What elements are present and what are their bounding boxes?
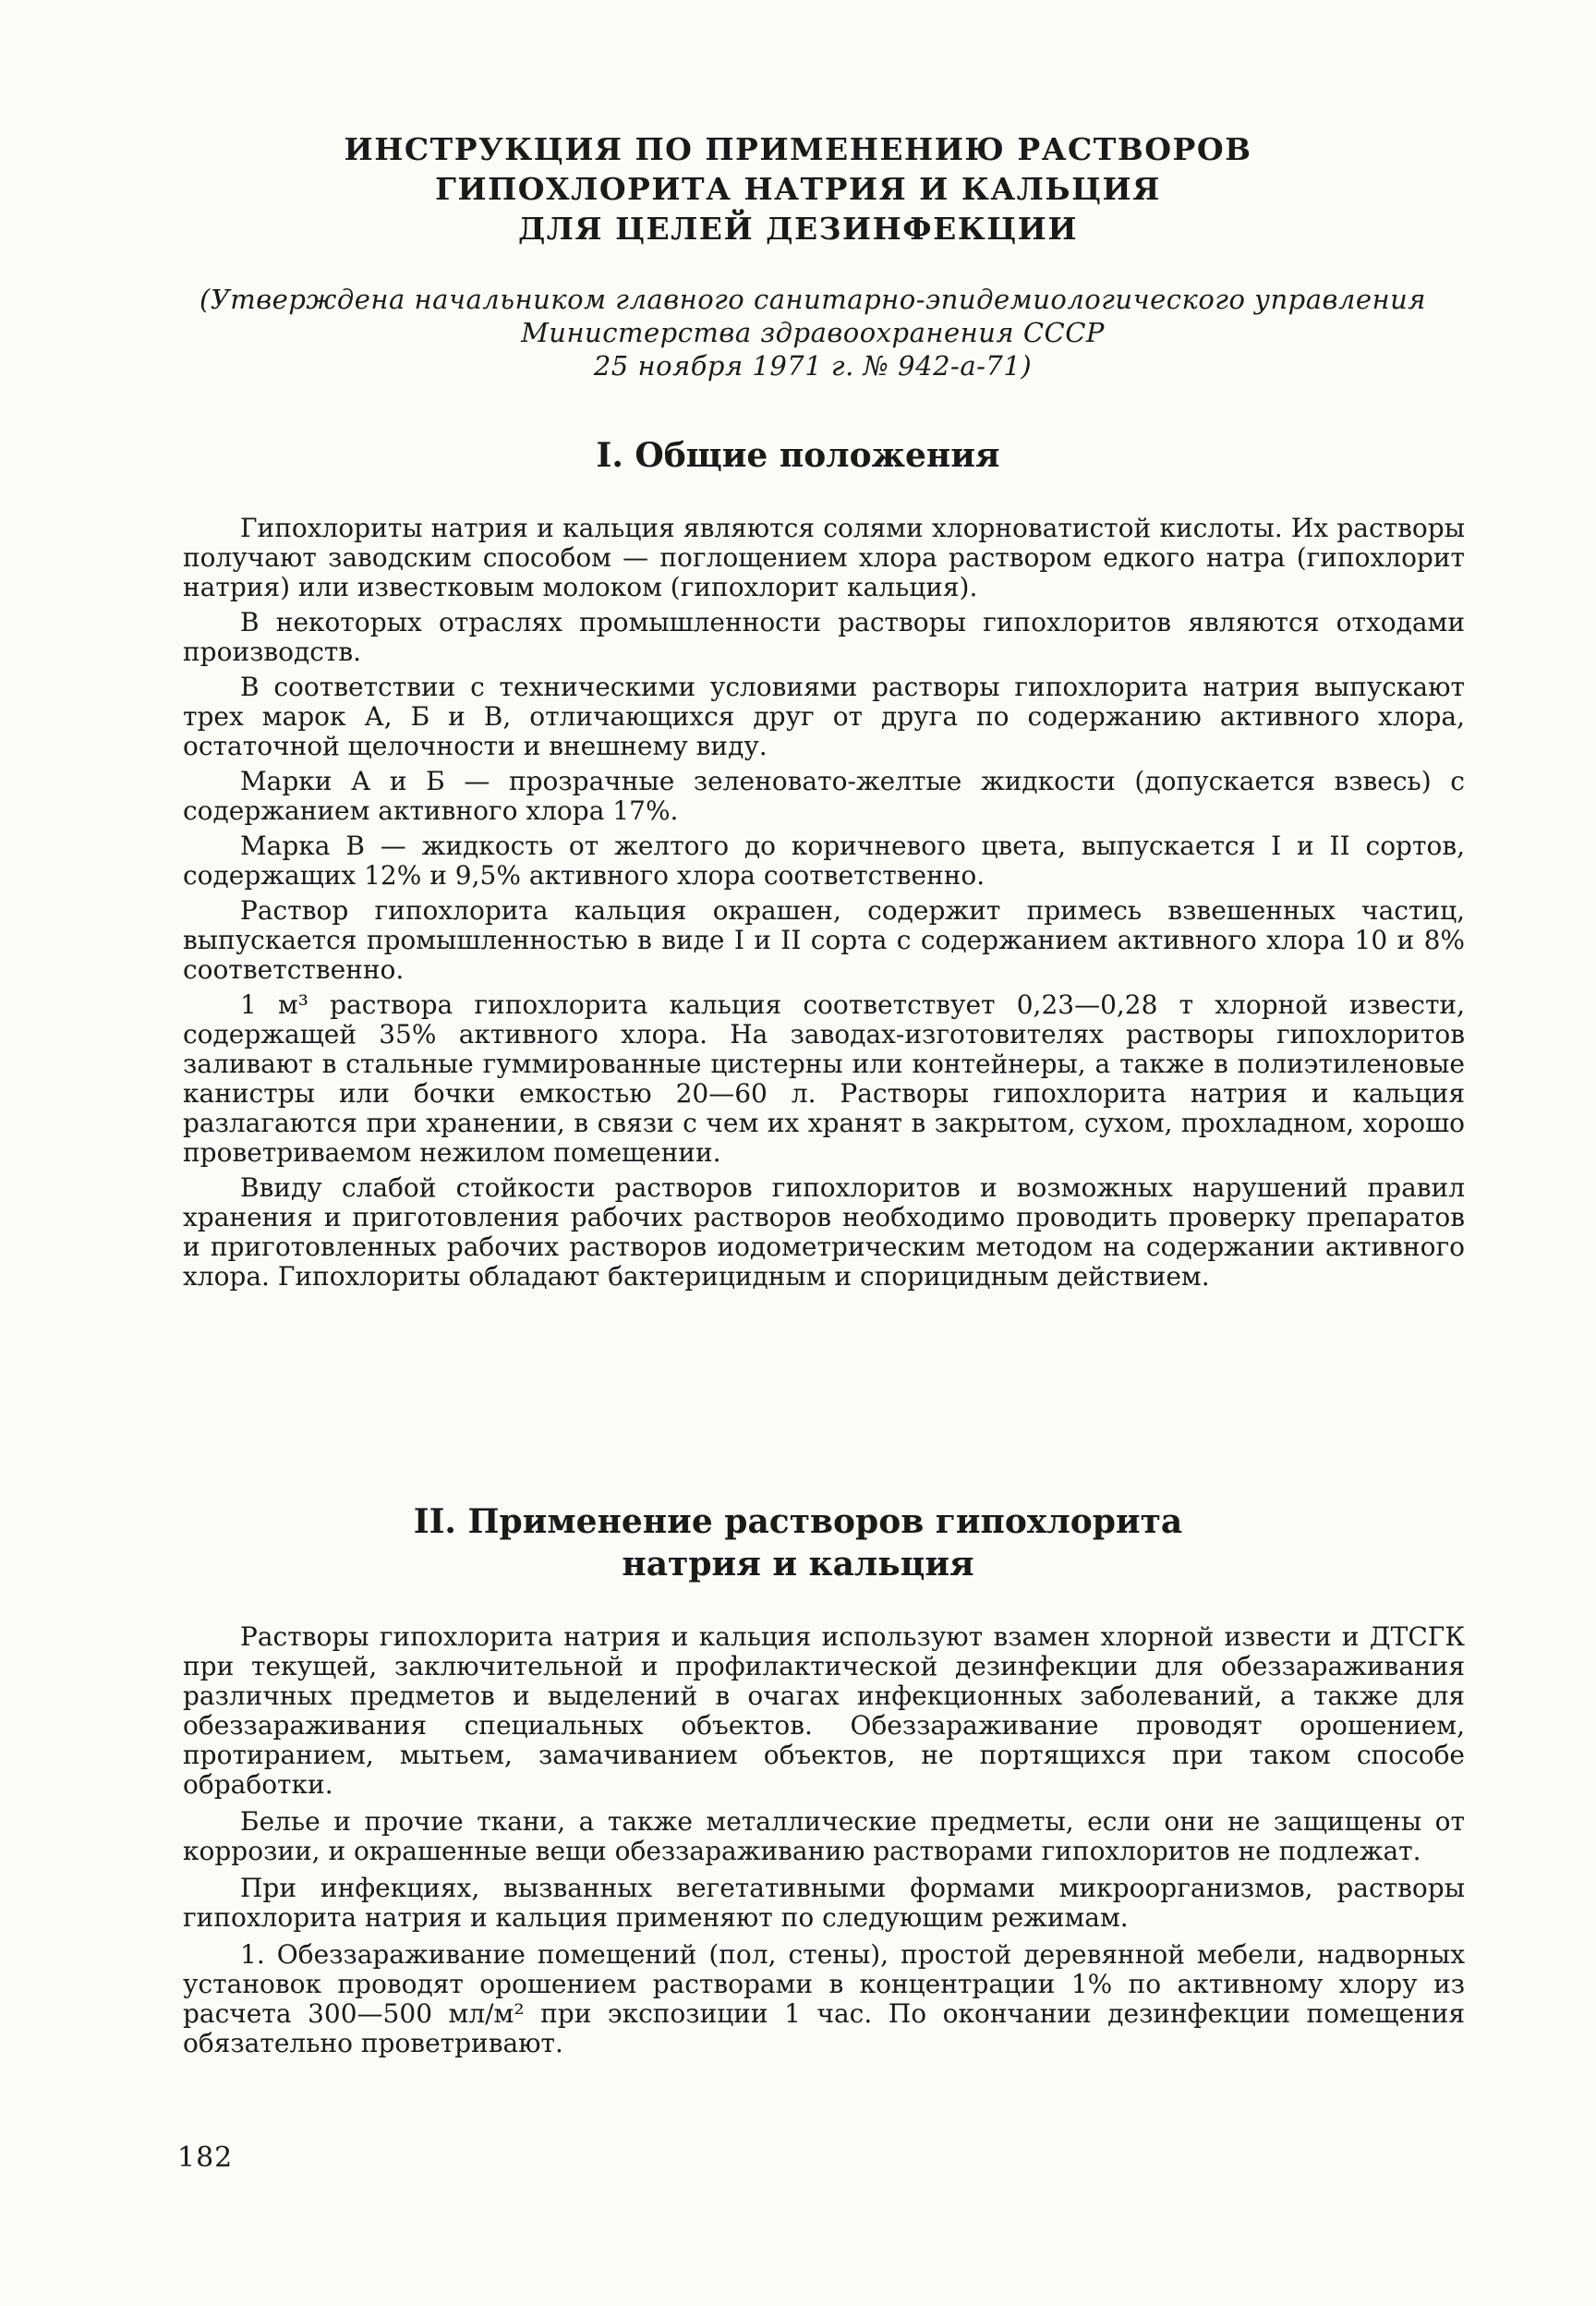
- section-2-heading-line-1: II. Применение растворов гипохлорита: [413, 1502, 1183, 1541]
- approval-line-1: (Утверждена начальником главного санитарно-эпидемиологического управления: [200, 284, 1426, 315]
- paragraph: Растворы гипохлорита натрия и кальция используют взамен хлорной извести и ДТСГК при текущей, заключительной и профилактической дезинфекции для обеззараживания различных предметов и выделений в очагах инфекционных заболеваний, а также для обеззараживания специальных объектов. Обеззараживание проводят орошением, протиранием, мытьем, замачиванием объектов, не портящихся при таком способе обработки.: [183, 1621, 1465, 1800]
- section-1-body: [183, 514, 1465, 1292]
- approval-line-2: Министерства здравоохранения СССР: [521, 317, 1105, 348]
- section-2-heading: [0, 1500, 1596, 1585]
- title-line-2: ГИПОХЛОРИТА НАТРИЯ И КАЛЬЦИЯ: [435, 171, 1161, 207]
- approval-note: [157, 283, 1469, 382]
- title-line-3: ДЛЯ ЦЕЛЕЙ ДЕЗИНФЕКЦИИ: [517, 211, 1079, 247]
- paragraph: При инфекциях, вызванных вегетативными формами микроорганизмов, растворы гипохлорита натрия и кальция применяют по следующим режимам.: [183, 1873, 1465, 1933]
- paragraph: Раствор гипохлорита кальция окрашен, содержит примесь взвешенных частиц, выпускается промышленностью в виде I и II сорта с содержанием активного хлора 10 и 8% соответственно.: [183, 895, 1465, 985]
- paragraph: Гипохлориты натрия и кальция являются солями хлорноватистой кислоты. Их растворы получают заводским способом — поглощением хлора раствором едкого натра (гипохлорит натрия) или известковым молоком (гипохлорит кальция).: [183, 513, 1465, 602]
- paragraph: Марки А и Б — прозрачные зеленовато-желтые жидкости (допускается взвесь) с содержанием активного хлора 17%.: [183, 766, 1465, 826]
- approval-line-3: 25 ноября 1971 г. № 942-а-71): [593, 350, 1033, 382]
- section-1-heading: I. Общие положения: [596, 436, 1000, 475]
- section-2-heading-line-2: натрия и кальция: [622, 1545, 974, 1584]
- paragraph: 1. Обеззараживание помещений (пол, стены), простой деревянной мебели, надворных установок проводят орошением растворами в концентрации 1% по активному хлору из расчета 300—500 мл/м² при экспозиции 1 час. По окончании дезинфекции помещения обязательно проветривают.: [183, 1939, 1465, 2058]
- paragraph: Марка В — жидкость от желтого до коричневого цвета, выпускается I и II сортов, содержащих 12% и 9,5% активного хлора соответственно.: [183, 831, 1465, 891]
- paragraph: Белье и прочие ткани, а также металлические предметы, если они не защищены от коррозии, и окрашенные вещи обеззараживанию растворами гипохлоритов не подлежат.: [183, 1806, 1465, 1866]
- paragraph: 1 м³ раствора гипохлорита кальция соответствует 0,23—0,28 т хлорной извести, содержащей 35% активного хлора. На заводах-изготовителях растворы гипохлоритов заливают в стальные гуммированные цистерны или контейнеры, а также в полиэтиленовые канистры или бочки емкостью 20—60 л. Растворы гипохлорита натрия и кальция разлагаются при хранении, в связи с чем их хранят в закрытом, сухом, прохладном, хорошо проветриваемом нежилом помещении.: [183, 989, 1465, 1168]
- paragraph: В соответствии с техническими условиями растворы гипохлорита натрия выпускают трех марок А, Б и В, отличающихся друг от друга по содержанию активного хлора, остаточной щелочности и внешнему виду.: [183, 672, 1465, 761]
- document-title: [0, 129, 1596, 249]
- paragraph: В некоторых отраслях промышленности растворы гипохлоритов являются отходами производств.: [183, 607, 1465, 667]
- paragraph: Ввиду слабой стойкости растворов гипохлоритов и возможных нарушений правил хранения и приготовления рабочих растворов необходимо проводить проверку препаратов и приготовленных рабочих растворов иодометрическим методом на содержании активного хлора. Гипохлориты обладают бактерицидным и спорицидным действием.: [183, 1172, 1465, 1292]
- section-2-body: [183, 1622, 1465, 2058]
- page-number: 182: [177, 2142, 234, 2174]
- title-line-1: ИНСТРУКЦИЯ ПО ПРИМЕНЕНИЮ РАСТВОРОВ: [344, 131, 1252, 167]
